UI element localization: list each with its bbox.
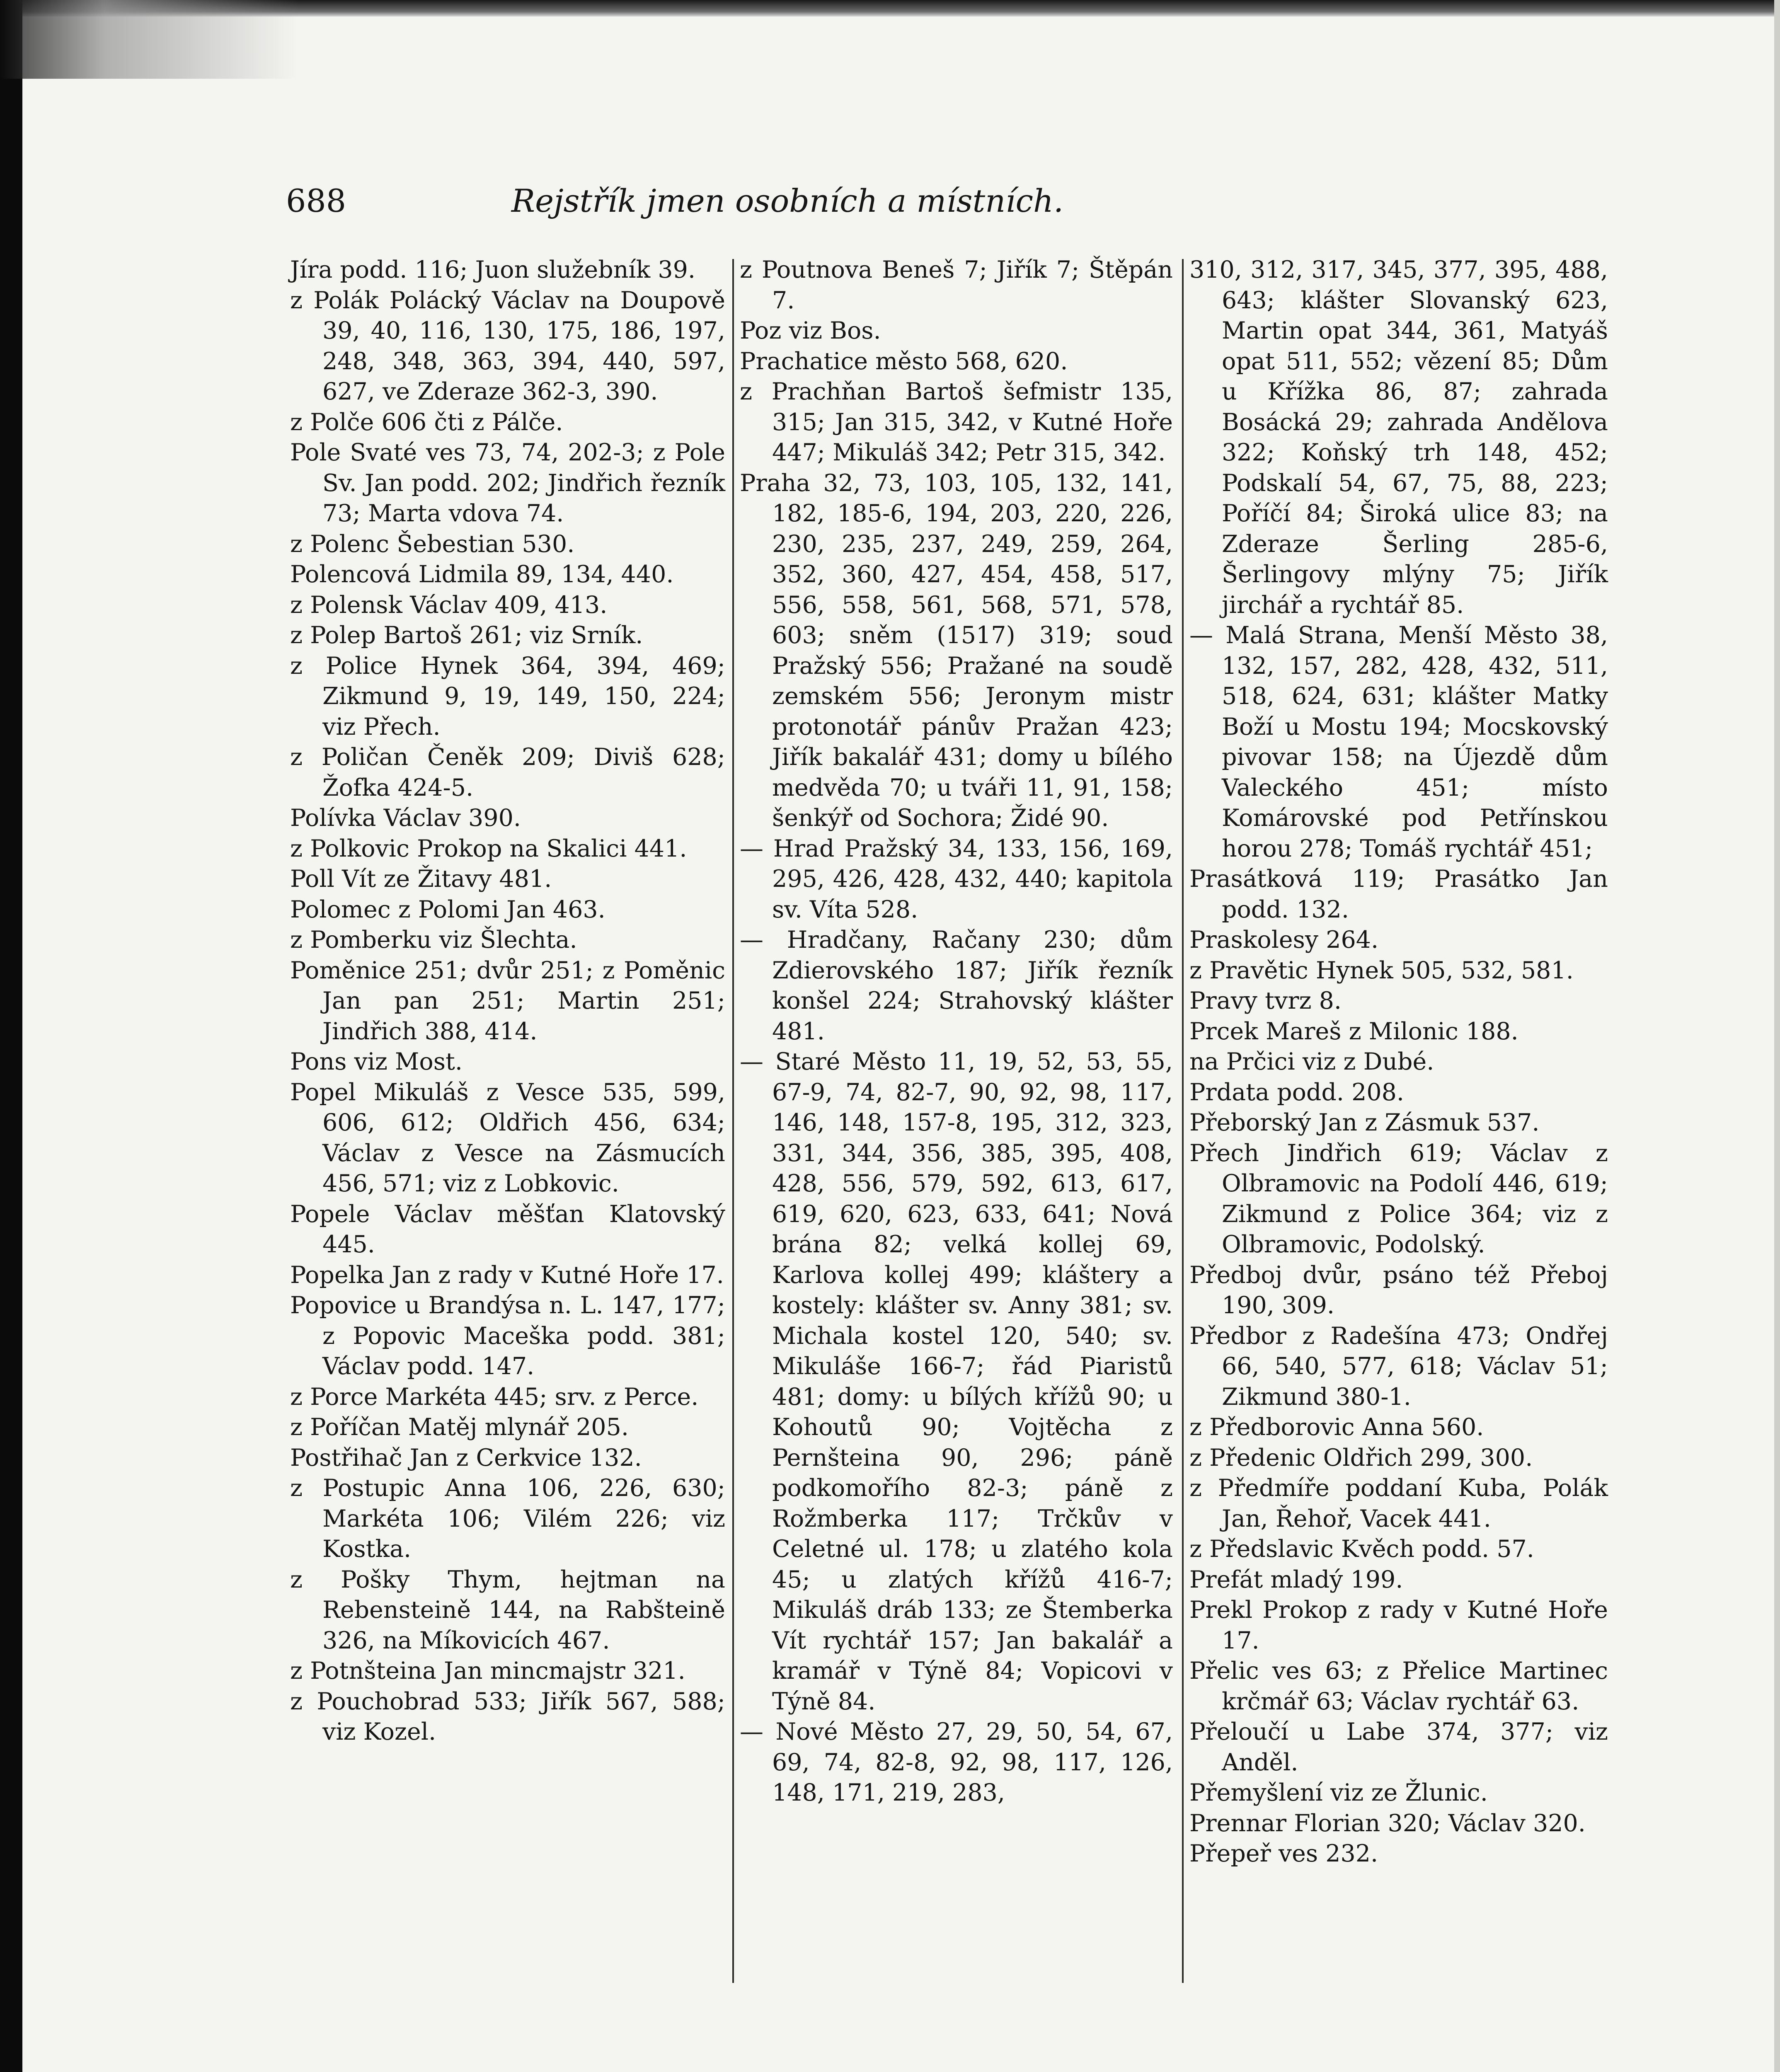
index-entry: z Polep Bartoš 261; viz Srník. [290, 622, 643, 649]
index-entry: — Hrad Pražský 34, 133, 156, 169, 295, 426, 428, 432, 440; kapitola sv. Víta 528. [740, 835, 1173, 923]
scan-frame-left [0, 0, 22, 2072]
index-entry: Pravy tvrz 8. [1189, 987, 1342, 1014]
index-entry: Poz viz Bos. [740, 317, 881, 344]
index-entry: na Prčici viz z Dubé. [1189, 1048, 1434, 1075]
index-entry: z Pouchobrad 533; Jiřík 567, 588; viz Kozel. [290, 1687, 725, 1745]
index-entry: z Předborovic Anna 560. [1189, 1414, 1484, 1441]
index-entry: z Poutnova Beneš 7; Jiřík 7; Štěpán 7. [740, 256, 1173, 314]
index-entry: Popele Václav měšťan Klatovský 445. [290, 1200, 725, 1258]
index-entry: Pons viz Most. [290, 1048, 463, 1075]
index-entry: Přech Jindřich 619; Václav z Olbramovic na Podolí 446, 619; Zikmund z Police 364; viz z Olbramovic, Podolský. [1189, 1139, 1608, 1258]
index-entry: Praha 32, 73, 103, 105, 132, 141, 182, 185-6, 194, 203, 220, 226, 230, 235, 237, 249, 259, 264, 352, 360, 427, 454, 458, 517, 556, 558, 561, 568, 571, 578, 603; sněm (1517) 319; soud Pražský 556; Pražané na soudě zemském 556; Jeronym mistr protonotář pánův Pražan 423; Jiřík bakalář 431; domy u bílého medvěda 70; u tváři 11, 91, 158; šenkýř od Sochora; Židé 90. [740, 469, 1173, 832]
index-entry: z Polensk Václav 409, 413. [290, 591, 608, 619]
index-entry: Přeloučí u Labe 374, 377; viz Anděl. [1189, 1718, 1608, 1776]
index-entry: Přelic ves 63; z Přelice Martinec krčmář 63; Václav rychtář 63. [1189, 1657, 1608, 1715]
index-entry: Předbor z Radešína 473; Ondřej 66, 540, 577, 618; Václav 51; Zikmund 380-1. [1189, 1322, 1608, 1411]
index-columns [290, 255, 1616, 1995]
page-number: 688 [286, 182, 346, 219]
index-entry: z Pomberku viz Šlechta. [290, 926, 577, 954]
index-entry: Poměnice 251; dvůr 251; z Poměnic Jan pan 251; Martin 251; Jindřich 388, 414. [290, 956, 725, 1045]
index-entry: z Porce Markéta 445; srv. z Perce. [290, 1383, 699, 1411]
running-title: Rejstřík jmen osobních a místních. [511, 182, 1064, 219]
index-entry: — Hradčany, Račany 230; dům Zdierovského 187; Jiřík řezník konšel 224; Strahovský klášter 481. [740, 926, 1173, 1045]
index-entry: Popovice u Brandýsa n. L. 147, 177; z Popovic Maceška podd. 381; Václav podd. 147. [290, 1292, 725, 1380]
index-entry: Přepeř ves 232. [1189, 1840, 1378, 1867]
index-entry: z Polák Polácký Václav na Doupově 39, 40, 116, 130, 175, 186, 197, 248, 348, 363, 394, 440, 597, 627, ve Zderaze 362-3, 390. [290, 286, 725, 405]
index-entry: z Police Hynek 364, 394, 469; Zikmund 9, 19, 149, 150, 224; viz Přech. [290, 652, 725, 741]
index-entry: Polencová Lidmila 89, 134, 440. [290, 561, 674, 588]
index-entry: z Polkovic Prokop na Skalici 441. [290, 835, 687, 862]
scan-frame-right [1774, 0, 1780, 2072]
index-column-left [290, 255, 725, 1995]
index-entry: Polomec z Polomi Jan 463. [290, 896, 605, 923]
index-column-middle [740, 255, 1173, 1995]
index-entry: Předboj dvůr, psáno též Přeboj 190, 309. [1189, 1261, 1608, 1319]
column-rule-right [1182, 259, 1184, 1983]
index-entry: Postřihač Jan z Cerkvice 132. [290, 1444, 642, 1472]
index-entry: Prekl Prokop z rady v Kutné Hoře 17. [1189, 1596, 1608, 1654]
index-entry: z Pravětic Hynek 505, 532, 581. [1189, 956, 1574, 984]
index-entry: z Postupic Anna 106, 226, 630; Markéta 106; Vilém 226; viz Kostka. [290, 1474, 725, 1563]
index-entry: z Předenic Oldřich 299, 300. [1189, 1444, 1533, 1472]
index-entry: — Malá Strana, Menší Město 38, 132, 157, 282, 428, 432, 511, 518, 624, 631; klášter Matky Boží u Mostu 194; Mocskovský pivovar 158; na Újezdě dům Valeckého 451; místo Komárovské pod Petřínskou horou 278; Tomáš rychtář 451; [1189, 622, 1608, 862]
index-entry: Poll Vít ze Žitavy 481. [290, 865, 552, 893]
index-entry: z Pošky Thym, hejtman na Rebensteině 144, na Rabšteině 326, na Míkovicích 467. [290, 1566, 725, 1654]
index-entry: Prcek Mareš z Milonic 188. [1189, 1017, 1518, 1045]
index-entry: Jíra podd. 116; Juon služebník 39. [290, 256, 695, 283]
index-entry: Pole Svaté ves 73, 74, 202-3; z Pole Sv. Jan podd. 202; Jindřich řezník 73; Marta vdova 74. [290, 439, 725, 527]
index-entry: Přemyšlení viz ze Žlunic. [1189, 1779, 1488, 1806]
index-entry: Popel Mikuláš z Vesce 535, 599, 606, 612; Oldřich 456, 634; Václav z Vesce na Zásmucích 456, 571; viz z Lobkovic. [290, 1078, 725, 1197]
column-rule-left [732, 259, 734, 1983]
running-head [286, 174, 1285, 224]
index-entry: Praskolesy 264. [1189, 926, 1379, 954]
index-entry: Polívka Václav 390. [290, 804, 521, 832]
index-entry: z Předmíře poddaní Kuba, Polák Jan, Řehoř, Vacek 441. [1189, 1474, 1608, 1532]
index-entry: Prdata podd. 208. [1189, 1078, 1405, 1106]
index-entry: z Polenc Šebestian 530. [290, 530, 575, 558]
index-entry: Popelka Jan z rady v Kutné Hoře 17. [290, 1261, 724, 1289]
scan-corner-shadow [0, 0, 298, 79]
index-entry: Prefát mladý 199. [1189, 1566, 1403, 1593]
index-entry: z Poříčan Matěj mlynář 205. [290, 1414, 629, 1441]
index-entry: Prennar Florian 320; Václav 320. [1189, 1809, 1586, 1837]
index-entry: — Nové Město 27, 29, 50, 54, 67, 69, 74, 82-8, 92, 98, 117, 126, 148, 171, 219, 283, [740, 1718, 1173, 1806]
index-entry: Prachatice město 568, 620. [740, 347, 1068, 375]
index-entry: Přeborský Jan z Zásmuk 537. [1189, 1109, 1540, 1136]
index-entry: z Poličan Čeněk 209; Diviš 628; Žofka 424-5. [290, 743, 725, 801]
index-entry: z Předslavic Kvěch podd. 57. [1189, 1535, 1534, 1563]
index-entry: 310, 312, 317, 345, 377, 395, 488, 643; klášter Slovanský 623, Martin opat 344, 361, Matyáš opat 511, 552; vězení 85; Dům u Křížka 86, 87; zahrada Bosácká 29; zahrada Andělova 322; Koňský trh 148, 452; Podskalí 54, 67, 75, 88, 223; Poříčí 84; Široká ulice 83; na Zderaze Šerling 285-6, Šerlingovy mlýny 75; Jiřík jirchář a rychtář 85. [1189, 256, 1608, 619]
index-entry: Prasátková 119; Prasátko Jan podd. 132. [1189, 865, 1608, 923]
index-entry: z Potnšteina Jan mincmajstr 321. [290, 1657, 685, 1685]
index-entry: z Polče 606 čti z Pálče. [290, 408, 563, 436]
index-entry: — Staré Město 11, 19, 52, 53, 55, 67-9, 74, 82-7, 90, 92, 98, 117, 146, 148, 157-8, 195, 312, 323, 331, 344, 356, 385, 395, 408, 428, 556, 579, 592, 613, 617, 619, 620, 623, 633, 641; Nová brána 82; velká kollej 69, Karlova kollej 499; kláštery a kostely: klášter sv. Anny 381; sv. Michala kostel 120, 540; sv. Mikuláše 166-7; řád Piaristů 481; domy: u bílých křížů 90; u Kohoutů 90; Vojtěcha z Pernšteina 90, 296; páně podkomořího 82-3; páně z Rožmberka 117; Trčkův v Celetné ul. 178; u zlatého kola 45; u zlatých křížů 416-7; Mikuláš dráb 133; ze Štemberka Vít rychtář 157; Jan bakalář a kramář v Týně 84; Vopicovi v Týně 84. [740, 1048, 1173, 1715]
index-column-right [1189, 255, 1608, 1995]
index-entry: z Prachňan Bartoš šefmistr 135, 315; Jan 315, 342, v Kutné Hoře 447; Mikuláš 342; Petr 315, 342. [740, 378, 1173, 466]
